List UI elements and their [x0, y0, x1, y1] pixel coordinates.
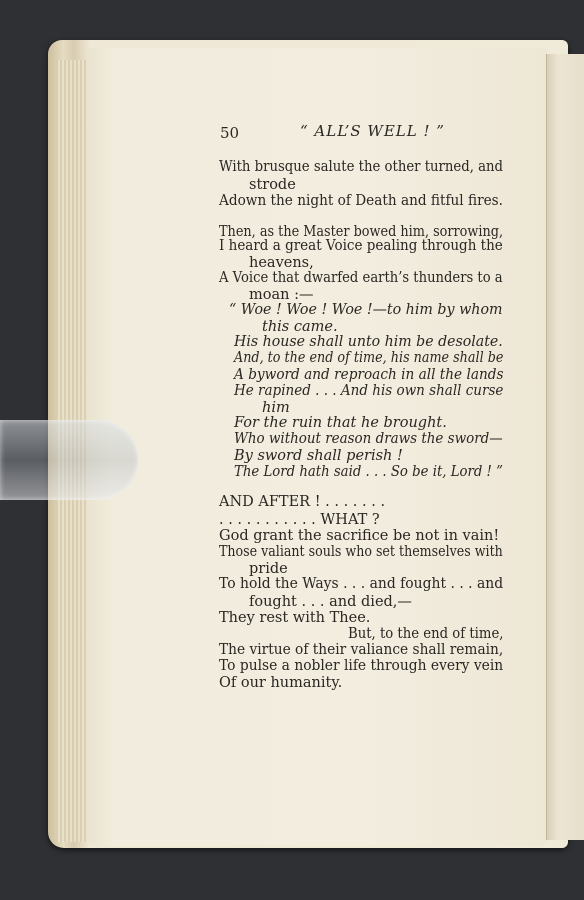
- poem-line: I heard a great Voice pealing through the: [219, 238, 503, 254]
- poem-line: God grant the sacrifice be not in vain!: [219, 528, 500, 544]
- poem-line: The virtue of their valiance shall remain,: [219, 642, 504, 658]
- running-head: “ ALL’S WELL ! ”: [300, 122, 445, 140]
- poem-line: And, to the end of time, his name shall be: [234, 350, 504, 366]
- poem-line: By sword shall perish !: [234, 448, 403, 464]
- poem-line: Adown the night of Death and fitful fires.: [219, 193, 503, 209]
- poem-line: Who without reason draws the sword—: [234, 431, 503, 447]
- poem-line: this came.: [262, 319, 338, 335]
- poem-line: fought . . . and died,—: [249, 594, 412, 610]
- poem-line: strode: [249, 177, 296, 193]
- poem-line: The Lord hath said . . . So be it, Lord ! ”: [234, 464, 503, 480]
- poem-line: They rest with Thee.: [219, 610, 371, 626]
- poem-line: Then, as the Master bowed him, sorrowing,: [219, 224, 504, 240]
- poem-line: To hold the Ways . . . and fought . . . and: [219, 576, 504, 592]
- poem-line: Those valiant souls who set themselves with: [219, 544, 503, 560]
- poem-line: His house shall unto him be desolate.: [234, 334, 503, 350]
- poem-line: heavens,: [249, 255, 314, 271]
- poem-line: AND AFTER ! . . . . . . .: [219, 494, 386, 510]
- poem-line: him: [262, 400, 290, 416]
- poem-line: “ Woe ! Woe ! Woe !—to him by whom: [229, 302, 503, 318]
- poem-line: Of our humanity.: [219, 675, 343, 691]
- poem-line: A byword and reproach in all the lands: [234, 367, 504, 383]
- poem-line: For the ruin that he brought.: [234, 415, 447, 431]
- poem-line: To pulse a nobler life through every vein: [219, 658, 504, 674]
- poem-line: pride: [249, 561, 288, 577]
- poem-line: moan :—: [249, 287, 314, 303]
- page-holder-clip: [0, 420, 138, 500]
- poem-line: . . . . . . . . . . . WHAT ?: [219, 512, 380, 528]
- poem-line: He rapined . . . And his own shall curse: [234, 383, 504, 399]
- poem-line: With brusque salute the other turned, and: [219, 159, 504, 175]
- poem-line: A Voice that dwarfed earth’s thunders to a: [219, 270, 503, 286]
- page-number: 50: [220, 124, 240, 142]
- poem-line: But, to the end of time,: [348, 626, 504, 642]
